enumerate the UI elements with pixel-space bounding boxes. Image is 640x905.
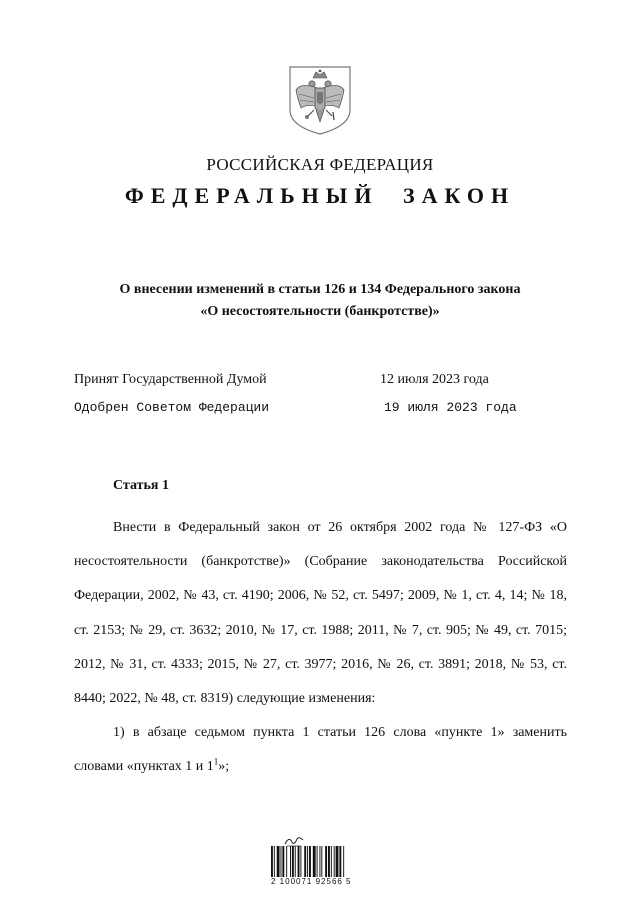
article-intro-paragraph: Внести в Федеральный закон от 26 октября 2002 года № 127-ФЗ «О несостоятельности (банкротстве)» (Собрание законодательства Российской Федерации, 2002, № 43, ст. 4190; 2006, № 52, ст. 5497; 2009, № 1, ст. 4, 14; № 18, ст. 2153; № 29, ст. 3632; 2010, № 17, ст. 1988; 2011, № 7, ст. 905; № 49, ст. 7015; 2012, № 31, ст. 4333; 2015, № 27, ст. 3977; 2016, № 26, ст. 3891; 2018, № 53, ст. 8440; 2022, № 48, ст. 8319) следующие изменения: (74, 520, 567, 707)
barcode-icon (270, 846, 366, 877)
council-label: Одобрен Советом Федерации (74, 400, 270, 415)
council-date: 19 июля 2023 года (384, 400, 517, 415)
article-item-1 (74, 716, 567, 784)
law-title-line-1: О внесении изменений в статьи 126 и 134 Федерального закона (119, 282, 521, 297)
barcode-number: 2 100071 92566 5 (271, 877, 352, 886)
item-1-text: 1) в абзаце седьмом пункта 1 статьи 126 слова «пункте 1» заменить словами «пунктах 1 и 1 (74, 725, 567, 775)
duma-date: 12 июля 2023 года (380, 372, 489, 387)
article-heading: Статья 1 (113, 478, 169, 493)
country-name: РОССИЙСКАЯ ФЕДЕРАЦИЯ (206, 155, 434, 174)
item-1-end: »; (218, 759, 230, 775)
state-emblem-icon (287, 64, 353, 136)
article-body (74, 511, 567, 785)
item-1-superscript: 1 (213, 756, 219, 767)
law-title-line-2: «О несостоятельности (банкротстве)» (200, 304, 440, 319)
law-title (0, 279, 640, 323)
document-type: ФЕДЕРАЛЬНЫЙ ЗАКОН (124, 183, 516, 208)
duma-label: Принят Государственной Думой (74, 372, 267, 387)
